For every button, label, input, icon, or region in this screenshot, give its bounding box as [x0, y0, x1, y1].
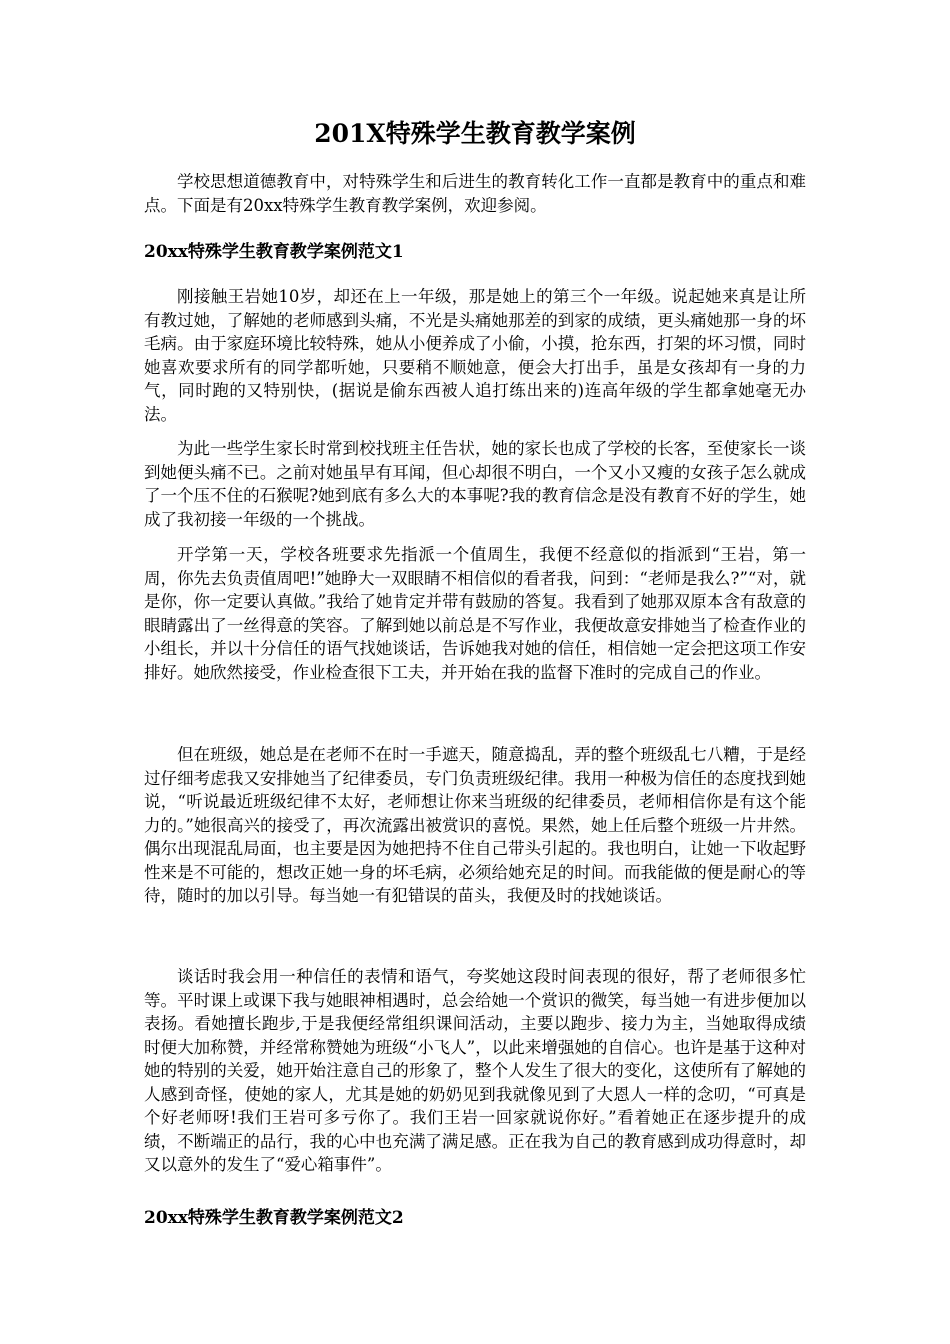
body-paragraph-5: 谈话时我会用一种信任的表情和语气，夸奖她这段时间表现的很好，帮了老师很多忙等。平时课上或课下我与她眼神相遇时，总会给她一个赏识的微笑，每当她一有进步便加以表扬。看她擅长跑步,于是我便经常组织课间活动，主要以跑步、接力为主，当她取得成绩时便大加称赞，并经常称赞她为班级“小飞人”，以此来增强她的自信心。也许是基于这种对她的特别的关爱，她开始注意自己的形象了，整个人发生了很大的变化，这使所有了解她的人感到奇怪，使她的家人，尤其是她的奶奶见到我就像见到了大恩人一样的念叨，“可真是个好老师呀!我们王岩可多亏你了。我们王岩一回家就说你好。”看着她正在逐步提升的成绩，不断端正的品行，我的心中也充满了满足感。正在我为自己的教育感到成功得意时，却又以意外的发生了“爱心箱事件”。	[144, 967, 806, 1174]
body-paragraph-2: 为此一些学生家长时常到校找班主任告状，她的家长也成了学校的长客，至使家长一谈到她便头痛不已。之前对她虽早有耳闻，但心却很不明白，一个又小又瘦的女孩子怎么就成了一个压不住的石猴呢?她到底有多么大的本事呢?我的教育信念是没有教育不好的学生，她成了我初接一年级的一个挑战。	[144, 439, 806, 529]
intro-paragraph: 学校思想道德教育中，对特殊学生和后进生的教育转化工作一直都是教育中的重点和难点。下面是有20xx特殊学生教育教学案例，欢迎参阅。	[144, 172, 806, 215]
body-paragraph-4: 但在班级，她总是在老师不在时一手遮天，随意捣乱，弄的整个班级乱七八糟，于是经过仔细考虑我又安排她当了纪律委员，专门负责班级纪律。我用一种极为信任的态度找到她说，“听说最近班级纪律不太好，老师想让你来当班级的纪律委员，老师相信你是有这个能力的。”她很高兴的接受了，再次流露出被赏识的喜悦。果然，她上任后整个班级一片井然。偶尔出现混乱局面，也主要是因为她把持不住自己带头引起的。我也明白，让她一下收起野性来是不可能的，想改正她一身的坏毛病，必须给她充足的时间。而我能做的便是耐心的等待，随时的加以引导。每当她一有犯错误的苗头，我便及时的找她谈话。	[144, 745, 806, 905]
body-paragraph-1: 刚接触王岩她10岁，却还在上一年级，那是她上的第三个一年级。说起她来真是让所有教过她，了解她的老师感到头痛，不光是头痛她那差的到家的成绩，更头痛她那一身的坏毛病。由于家庭环境比较特殊，她从小便养成了小偷，小摸，抢东西，打架的坏习惯，同时她喜欢要求所有的同学都听她，只要稍不顺她意，便会大打出手，虽是女孩却有一身的力气，同时跑的又特别快，(据说是偷东西被人追打练出来的)连高年级的学生都拿她毫无办法。	[144, 287, 806, 424]
section-heading-2: 20xx特殊学生教育教学案例范文2	[144, 1208, 404, 1228]
section-heading-1: 20xx特殊学生教育教学案例范文1	[144, 242, 404, 262]
body-paragraph-3: 开学第一天，学校各班要求先指派一个值周生，我便不经意似的指派到“王岩，第一周，你先去负责值周吧!”她睁大一双眼睛不相信似的看者我，问到：“老师是我么?”“对，就是你，你一定要认真做。”我给了她肯定并带有鼓励的答复。我看到了她那双原本含有敌意的眼睛露出了一丝得意的笑容。了解到她以前总是不写作业，我便故意安排她当了检查作业的小组长，并以十分信任的语气找她谈话，告诉她我对她的信任，相信她一定会把这项工作安排好。她欣然接受，作业检查很下工夫，并开始在我的监督下准时的完成自己的作业。	[144, 545, 806, 682]
document-title: 201X特殊学生教育教学案例	[314, 119, 636, 148]
